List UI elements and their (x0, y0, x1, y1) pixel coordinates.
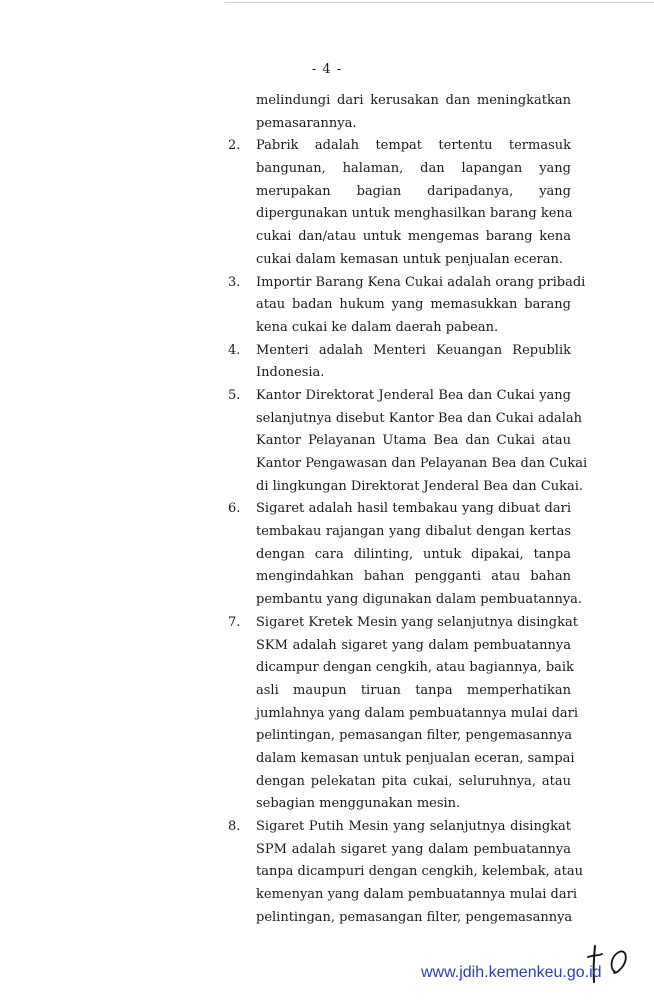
text-line: mengindahkan bahan pengganti atau bahan (256, 569, 571, 585)
list-item-3 (228, 272, 586, 340)
text-line: dipergunakan untuk menghasilkan barang kena (256, 206, 573, 222)
item-number: 6. (228, 501, 241, 517)
text-line: Indonesia. (256, 365, 325, 381)
text-line: Menteri adalah Menteri Keuangan Republik (256, 342, 571, 358)
text-line: merupakan bagian daripadanya, yang (256, 183, 571, 199)
text-line: dalam kemasan untuk penjualan eceran, sampai (256, 750, 575, 766)
text-line: dicampur dengan cengkih, atau bagiannya, baik (256, 660, 574, 676)
text-line: SPM adalah sigaret yang dalam pembuatannya (256, 841, 571, 857)
text-line: jumlahnya yang dalam pembuatannya mulai dari (256, 705, 579, 721)
text-line: tembakau rajangan yang dibalut dengan kertas (256, 524, 571, 540)
text-line: asli maupun tiruan tanpa memperhatikan (256, 682, 571, 698)
text-line: tanpa dicampuri dengan cengkih, kelembak, atau (256, 864, 583, 880)
continuation-paragraph (256, 90, 571, 135)
text-line: pelintingan, pemasangan filter, pengemasannya (256, 909, 573, 925)
document-body (228, 90, 588, 929)
item-number: 3. (228, 274, 241, 290)
text-line: Sigaret Kretek Mesin yang selanjutnya disingkat (256, 614, 578, 630)
text-line: SKM adalah sigaret yang dalam pembuatannya (256, 637, 571, 653)
text-line: bangunan, halaman, dan lapangan yang (256, 161, 571, 177)
text-line: kena cukai ke dalam daerah pabean. (256, 319, 499, 335)
list-item-8 (228, 816, 583, 929)
text-line: pemasarannya. (256, 115, 357, 131)
item-number: 5. (228, 387, 241, 403)
text-line: Importir Barang Kena Cukai adalah orang pribadi (256, 274, 586, 290)
item-number: 7. (228, 614, 241, 630)
list-item-5 (228, 385, 588, 498)
item-number: 4. (228, 342, 241, 358)
page-number: - 4 - (311, 62, 343, 77)
top-border-line (225, 2, 654, 3)
website-watermark: www.jdih.kemenkeu.go.id (421, 964, 602, 981)
text-line: Kantor Pengawasan dan Pelayanan Bea dan Cukai (256, 456, 588, 471)
list-item-6 (228, 498, 583, 611)
list-item-7 (228, 612, 579, 816)
text-line: di lingkungan Direktorat Jenderal Bea dan Cukai. (256, 478, 584, 494)
item-number: 2. (228, 138, 241, 154)
text-line: cukai dan/atau untuk mengemas barang kena (256, 229, 571, 245)
text-line: dengan pelekatan pita cukai, seluruhnya, atau (256, 773, 571, 789)
text-line: selanjutnya disebut Kantor Bea dan Cukai adalah (256, 410, 583, 426)
text-line: Kantor Direktorat Jenderal Bea dan Cukai yang (256, 387, 571, 403)
text-line: pembantu yang digunakan dalam pembuatannya. (256, 592, 583, 608)
text-line: dengan cara dilinting, untuk dipakai, tanpa (256, 546, 571, 562)
text-line: kemenyan yang dalam pembuatannya mulai dari (256, 887, 578, 903)
text-line: Kantor Pelayanan Utama Bea dan Cukai atau (256, 433, 571, 449)
text-line: Sigaret adalah hasil tembakau yang dibuat dari (256, 501, 571, 517)
text-line: sebagian menggunakan mesin. (256, 796, 461, 812)
text-line: atau badan hukum yang memasukkan barang (256, 297, 571, 313)
text-line: Pabrik adalah tempat tertentu termasuk (256, 138, 571, 154)
text-line: melindungi dari kerusakan dan meningkatkan (256, 93, 571, 108)
list-item-2 (228, 135, 571, 271)
text-line: cukai dalam kemasan untuk penjualan eceran. (256, 251, 564, 267)
text-line: pelintingan, pemasangan filter, pengemasannya (256, 728, 573, 744)
text-line: Sigaret Putih Mesin yang selanjutnya disingkat (256, 819, 571, 834)
list-item-4 (228, 340, 571, 385)
item-number: 8. (228, 819, 241, 834)
